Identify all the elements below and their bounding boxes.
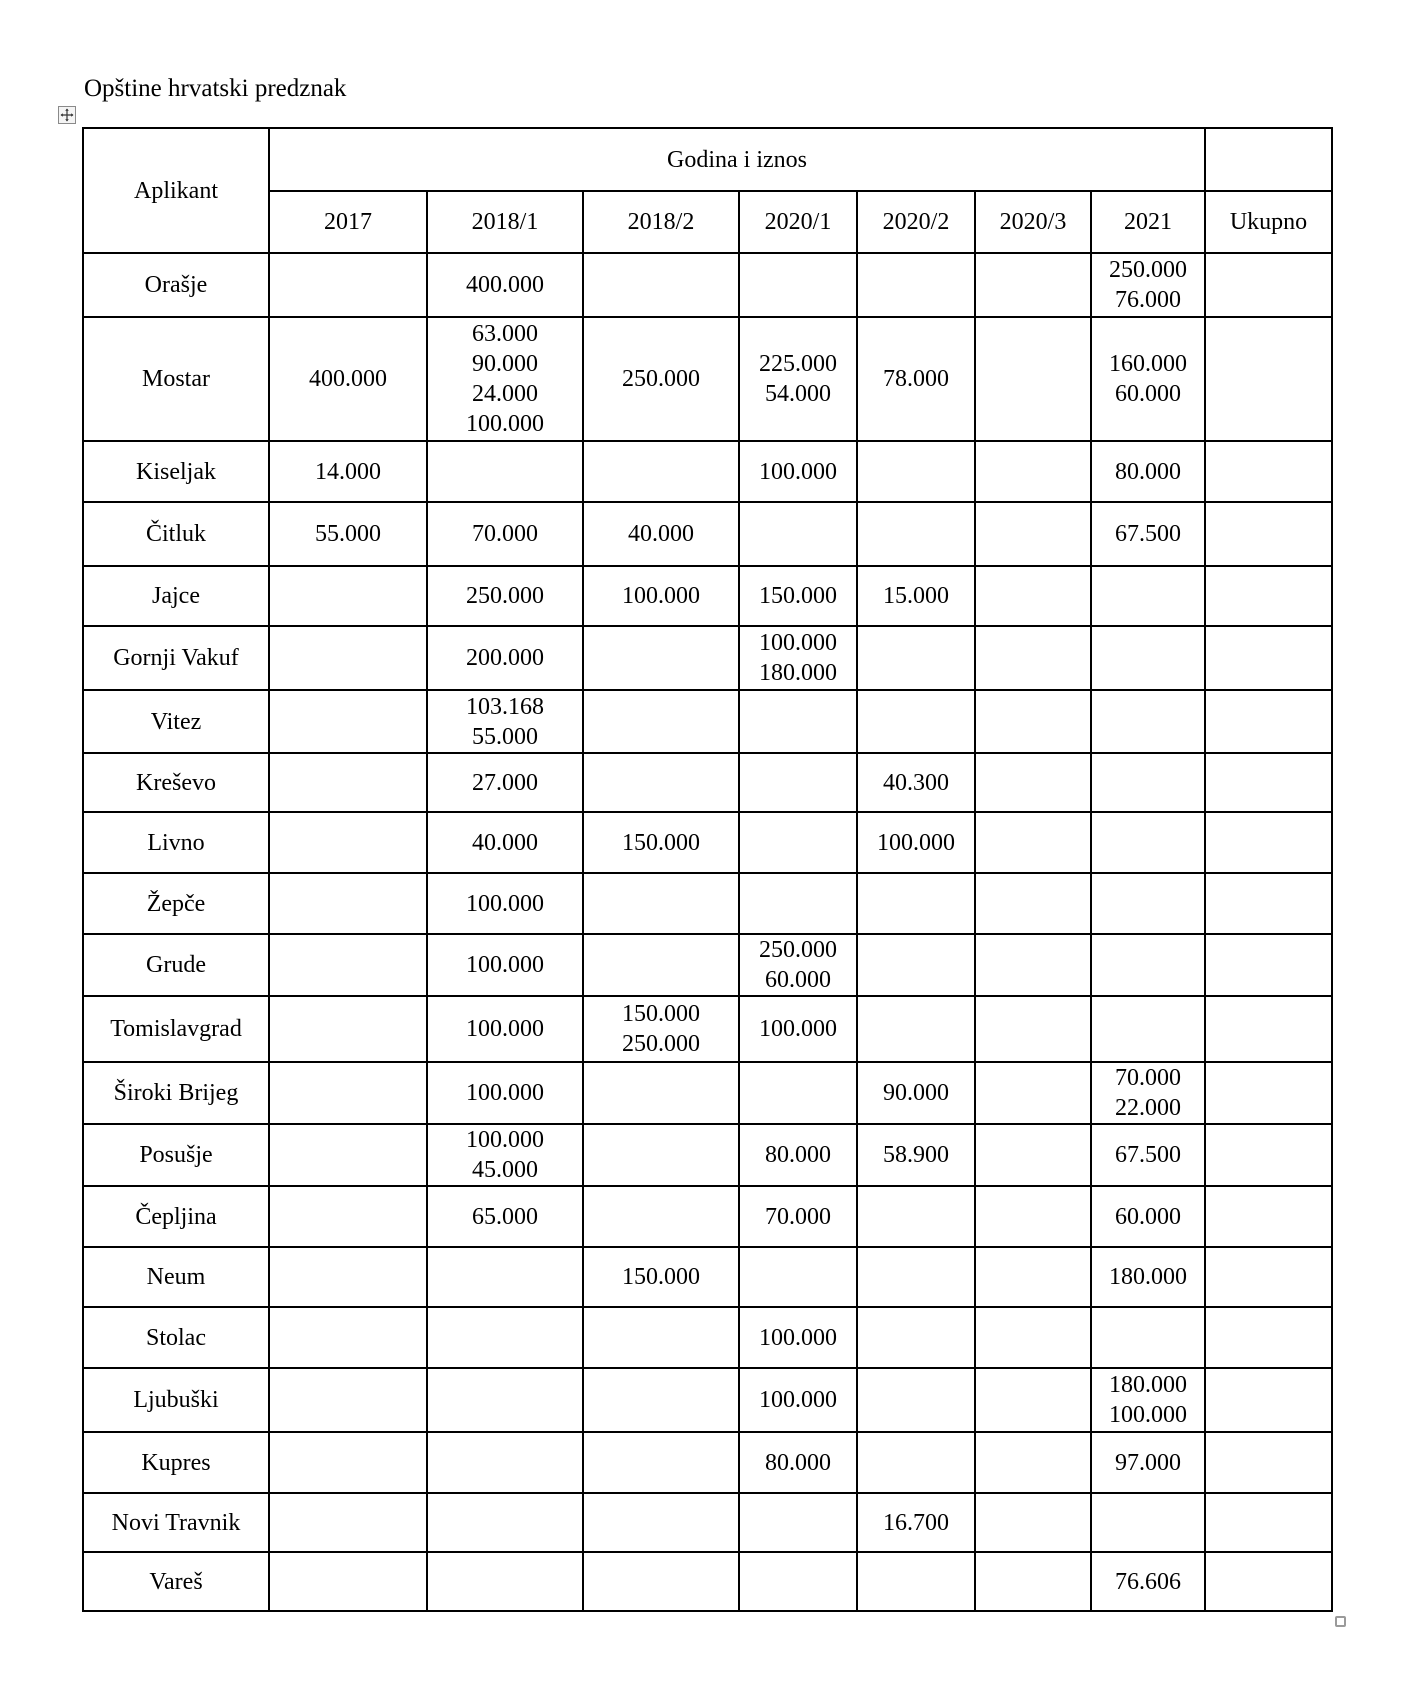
amount-cell[interactable] — [427, 690, 583, 753]
amount-value: 103.168 — [466, 693, 544, 720]
amount-cell[interactable] — [857, 1307, 975, 1368]
amount-value: 100.000 — [466, 1127, 544, 1153]
amount-value: 78.000 — [883, 366, 949, 392]
amount-cell[interactable] — [583, 690, 739, 753]
amount-cell[interactable] — [857, 1552, 975, 1611]
amount-cell[interactable] — [583, 566, 739, 626]
table-row — [83, 317, 1332, 441]
applicant-cell[interactable]: Vitez — [83, 690, 269, 753]
header-col-2020-3[interactable]: 2020/3 — [975, 191, 1091, 253]
amount-value: 55.000 — [472, 723, 538, 750]
total-cell[interactable] — [1205, 690, 1332, 753]
amount-cell[interactable] — [427, 1247, 583, 1307]
amount-value: 180.000 — [1109, 1372, 1187, 1398]
applicant-cell[interactable]: Grude — [83, 934, 269, 996]
amount-value: 250.000 — [759, 937, 837, 963]
table-row — [83, 873, 1332, 934]
total-cell[interactable] — [1205, 1432, 1332, 1493]
amount-cell[interactable] — [269, 626, 427, 690]
amount-value: 100.000 — [877, 829, 955, 856]
amount-cell[interactable] — [583, 873, 739, 934]
header-col-2018-2[interactable]: 2018/2 — [583, 191, 739, 253]
amount-cell[interactable] — [857, 502, 975, 566]
amount-cell[interactable] — [975, 626, 1091, 690]
amount-cell[interactable] — [269, 934, 427, 996]
amount-value: 24.000 — [472, 381, 538, 407]
amount-cell[interactable] — [739, 1432, 857, 1493]
amount-cell[interactable] — [1091, 502, 1205, 566]
applicant-cell[interactable]: Stolac — [83, 1307, 269, 1368]
amount-cell[interactable] — [583, 1368, 739, 1432]
amount-cell[interactable] — [857, 690, 975, 753]
amount-cell[interactable] — [739, 996, 857, 1062]
amount-cell[interactable] — [975, 996, 1091, 1062]
amount-cell[interactable] — [583, 1247, 739, 1307]
table-row — [83, 626, 1332, 690]
amount-cell[interactable] — [857, 812, 975, 873]
applicant-cell[interactable]: Mostar — [83, 317, 269, 441]
amount-value: 150.000 — [759, 583, 837, 609]
amount-cell[interactable] — [857, 1247, 975, 1307]
applicant-cell[interactable]: Kreševo — [83, 753, 269, 812]
amount-cell[interactable] — [739, 317, 857, 441]
amount-cell[interactable] — [975, 1552, 1091, 1611]
amount-value: 76.606 — [1115, 1568, 1181, 1595]
amount-cell[interactable] — [583, 1552, 739, 1611]
amount-cell[interactable] — [1091, 1432, 1205, 1493]
applicant-cell[interactable]: Neum — [83, 1247, 269, 1307]
total-cell[interactable] — [1205, 812, 1332, 873]
amount-cell[interactable] — [269, 690, 427, 753]
amount-cell[interactable] — [269, 753, 427, 812]
amount-value: 97.000 — [1115, 1449, 1181, 1476]
amount-cell[interactable] — [975, 502, 1091, 566]
move-arrows-icon — [60, 108, 74, 122]
applicant-cell[interactable]: Tomislavgrad — [83, 996, 269, 1062]
amount-cell[interactable] — [739, 502, 857, 566]
applicant-cell[interactable]: Kiseljak — [83, 441, 269, 502]
amount-cell[interactable] — [427, 873, 583, 934]
amount-value: 100.000 — [1109, 1402, 1187, 1428]
amount-cell[interactable] — [857, 1124, 975, 1186]
amount-cell[interactable] — [975, 753, 1091, 812]
amount-cell[interactable] — [739, 1307, 857, 1368]
applicant-cell[interactable]: Novi Travnik — [83, 1493, 269, 1552]
amount-value: 150.000 — [622, 1001, 700, 1027]
amount-value: 22.000 — [1115, 1095, 1181, 1121]
amount-value: 60.000 — [765, 967, 831, 993]
amount-cell[interactable] — [857, 934, 975, 996]
amount-cell[interactable] — [427, 1062, 583, 1124]
total-cell[interactable] — [1205, 441, 1332, 502]
amount-value: 200.000 — [466, 645, 544, 671]
amount-cell[interactable] — [975, 1247, 1091, 1307]
table-row — [83, 1368, 1332, 1432]
amount-cell[interactable] — [975, 1124, 1091, 1186]
table-row — [83, 1307, 1332, 1368]
amount-value: 225.000 — [759, 351, 837, 377]
total-cell[interactable] — [1205, 566, 1332, 626]
total-cell[interactable] — [1205, 996, 1332, 1062]
amount-value: 67.500 — [1115, 521, 1181, 547]
amount-value: 150.000 — [622, 829, 700, 856]
amount-cell[interactable] — [1091, 996, 1205, 1062]
total-cell[interactable] — [1205, 253, 1332, 317]
amount-cell[interactable] — [857, 1062, 975, 1124]
amount-cell[interactable] — [269, 1552, 427, 1611]
amount-cell[interactable] — [975, 1307, 1091, 1368]
amount-value: 55.000 — [315, 521, 381, 547]
table-row — [83, 253, 1332, 317]
total-cell[interactable] — [1205, 753, 1332, 812]
table-row — [83, 1247, 1332, 1307]
amount-cell[interactable] — [269, 1247, 427, 1307]
amount-value: 250.000 — [622, 1031, 700, 1057]
table-row — [83, 441, 1332, 502]
table-row — [83, 1552, 1332, 1611]
table-row — [83, 753, 1332, 812]
amount-cell[interactable] — [269, 253, 427, 317]
amount-cell[interactable] — [975, 253, 1091, 317]
amount-cell[interactable] — [583, 1307, 739, 1368]
applicant-cell[interactable]: Čitluk — [83, 502, 269, 566]
amount-cell[interactable] — [269, 873, 427, 934]
amount-value: 15.000 — [883, 583, 949, 609]
total-cell[interactable] — [1205, 626, 1332, 690]
amount-cell[interactable] — [583, 934, 739, 996]
applicant-cell[interactable]: Ljubuški — [83, 1368, 269, 1432]
amount-cell[interactable] — [857, 1186, 975, 1247]
amount-cell[interactable] — [857, 1432, 975, 1493]
amount-cell[interactable] — [583, 441, 739, 502]
amount-cell[interactable] — [269, 566, 427, 626]
amount-cell[interactable] — [427, 566, 583, 626]
amount-value: 76.000 — [1115, 287, 1181, 313]
amount-cell[interactable] — [1091, 1368, 1205, 1432]
total-cell[interactable] — [1205, 1062, 1332, 1124]
amount-value: 80.000 — [765, 1142, 831, 1168]
amount-value: 60.000 — [1115, 1203, 1181, 1230]
amount-value: 400.000 — [309, 366, 387, 392]
amount-value: 250.000 — [622, 366, 700, 392]
amount-cell[interactable] — [583, 253, 739, 317]
applicant-cell[interactable]: Jajce — [83, 566, 269, 626]
amount-cell[interactable] — [1091, 873, 1205, 934]
amount-cell[interactable] — [427, 1552, 583, 1611]
amount-cell[interactable] — [1091, 934, 1205, 996]
amount-cell[interactable] — [1091, 753, 1205, 812]
amount-cell[interactable] — [269, 1432, 427, 1493]
header-total[interactable]: Ukupno — [1205, 191, 1332, 253]
amount-cell[interactable] — [857, 441, 975, 502]
amount-value: 70.000 — [765, 1203, 831, 1230]
amount-cell[interactable] — [1091, 1062, 1205, 1124]
amount-cell[interactable] — [583, 502, 739, 566]
amount-value: 80.000 — [1115, 458, 1181, 485]
amount-cell[interactable] — [975, 873, 1091, 934]
amount-cell[interactable] — [583, 1432, 739, 1493]
amount-cell[interactable] — [427, 996, 583, 1062]
amount-cell[interactable] — [269, 317, 427, 441]
amount-cell[interactable] — [857, 253, 975, 317]
amount-value: 180.000 — [759, 660, 837, 686]
amount-cell[interactable] — [739, 626, 857, 690]
amount-value: 40.000 — [628, 521, 694, 547]
amount-value: 100.000 — [466, 1016, 544, 1042]
amount-value: 180.000 — [1109, 1264, 1187, 1290]
amount-cell[interactable] — [857, 996, 975, 1062]
amount-cell[interactable] — [269, 1124, 427, 1186]
amount-cell[interactable] — [975, 690, 1091, 753]
amount-cell[interactable] — [975, 812, 1091, 873]
amount-cell[interactable] — [1091, 1124, 1205, 1186]
amount-value: 100.000 — [759, 630, 837, 656]
amount-cell[interactable] — [1091, 1493, 1205, 1552]
amount-cell[interactable] — [857, 1368, 975, 1432]
header-col-2020-2[interactable]: 2020/2 — [857, 191, 975, 253]
amount-value: 100.000 — [622, 583, 700, 609]
total-cell[interactable] — [1205, 1247, 1332, 1307]
amount-value: 100.000 — [466, 952, 544, 978]
total-cell[interactable] — [1205, 317, 1332, 441]
amount-cell[interactable] — [427, 1307, 583, 1368]
header-applicant[interactable]: Aplikant — [83, 128, 269, 253]
applicant-cell[interactable]: Livno — [83, 812, 269, 873]
total-cell[interactable] — [1205, 1368, 1332, 1432]
total-cell[interactable] — [1205, 1186, 1332, 1247]
amount-cell[interactable] — [857, 626, 975, 690]
amount-cell[interactable] — [739, 1186, 857, 1247]
amount-cell[interactable] — [427, 441, 583, 502]
amount-cell[interactable] — [427, 753, 583, 812]
amount-cell[interactable] — [1091, 626, 1205, 690]
amount-value: 27.000 — [472, 769, 538, 796]
table-row — [83, 934, 1332, 996]
total-cell[interactable] — [1205, 1552, 1332, 1611]
amount-cell[interactable] — [857, 1493, 975, 1552]
amount-cell[interactable] — [583, 996, 739, 1062]
amount-value: 70.000 — [472, 521, 538, 547]
table-row — [83, 812, 1332, 873]
amount-cell[interactable] — [1091, 812, 1205, 873]
header-col-2017[interactable]: 2017 — [269, 191, 427, 253]
header-row-1 — [83, 128, 1332, 191]
amount-cell[interactable] — [1091, 690, 1205, 753]
amount-cell[interactable] — [739, 1247, 857, 1307]
amount-cell[interactable] — [1091, 1247, 1205, 1307]
amount-cell[interactable] — [269, 996, 427, 1062]
table-row — [83, 1062, 1332, 1124]
applicant-cell[interactable]: Posušje — [83, 1124, 269, 1186]
amount-cell[interactable] — [975, 1186, 1091, 1247]
amount-value: 100.000 — [759, 458, 837, 485]
amount-value: 100.000 — [759, 1324, 837, 1351]
total-cell[interactable] — [1205, 1307, 1332, 1368]
amount-cell[interactable] — [739, 690, 857, 753]
amount-cell[interactable] — [857, 873, 975, 934]
table-row — [83, 502, 1332, 566]
applicant-cell[interactable]: Orašje — [83, 253, 269, 317]
table-row — [83, 690, 1332, 753]
amount-value: 58.900 — [883, 1142, 949, 1168]
amount-cell[interactable] — [427, 1124, 583, 1186]
amount-value: 100.000 — [466, 1080, 544, 1106]
amount-value: 400.000 — [466, 272, 544, 298]
amount-cell[interactable] — [427, 1432, 583, 1493]
header-total-top-cell[interactable] — [1205, 128, 1332, 191]
amount-value: 100.000 — [466, 411, 544, 437]
amount-cell[interactable] — [739, 1493, 857, 1552]
amount-cell[interactable] — [269, 502, 427, 566]
amount-cell[interactable] — [857, 753, 975, 812]
amount-cell[interactable] — [739, 253, 857, 317]
funding-table — [82, 127, 1333, 1612]
amount-cell[interactable] — [269, 812, 427, 873]
amount-cell[interactable] — [739, 1552, 857, 1611]
amount-value: 14.000 — [315, 458, 381, 485]
amount-cell[interactable] — [975, 1368, 1091, 1432]
amount-value: 40.300 — [883, 769, 949, 796]
table-row — [83, 1432, 1332, 1493]
amount-value: 100.000 — [759, 1387, 837, 1413]
amount-cell[interactable] — [427, 1368, 583, 1432]
amount-cell[interactable] — [269, 1062, 427, 1124]
amount-cell[interactable] — [269, 1186, 427, 1247]
header-col-2018-1[interactable]: 2018/1 — [427, 191, 583, 253]
total-cell[interactable] — [1205, 873, 1332, 934]
total-cell[interactable] — [1205, 1493, 1332, 1552]
amount-cell[interactable] — [975, 441, 1091, 502]
amount-cell[interactable] — [427, 934, 583, 996]
amount-value: 90.000 — [472, 351, 538, 377]
amount-value: 60.000 — [1115, 381, 1181, 407]
table-resize-handle[interactable] — [1335, 1616, 1346, 1627]
amount-cell[interactable] — [1091, 1552, 1205, 1611]
amount-cell[interactable] — [583, 1124, 739, 1186]
amount-cell[interactable] — [975, 1062, 1091, 1124]
amount-cell[interactable] — [1091, 441, 1205, 502]
applicant-cell[interactable]: Žepče — [83, 873, 269, 934]
amount-cell[interactable] — [975, 317, 1091, 441]
amount-cell[interactable] — [739, 1124, 857, 1186]
amount-value: 90.000 — [883, 1080, 949, 1106]
amount-cell[interactable] — [427, 253, 583, 317]
amount-cell[interactable] — [739, 441, 857, 502]
table-row — [83, 1493, 1332, 1552]
amount-cell[interactable] — [269, 1368, 427, 1432]
amount-cell[interactable] — [583, 812, 739, 873]
table-row — [83, 996, 1332, 1062]
amount-cell[interactable] — [857, 317, 975, 441]
amount-value: 54.000 — [765, 381, 831, 407]
amount-cell[interactable] — [975, 934, 1091, 996]
amount-cell[interactable] — [739, 812, 857, 873]
amount-value: 67.500 — [1115, 1142, 1181, 1168]
amount-value: 63.000 — [472, 321, 538, 347]
table-row — [83, 1186, 1332, 1247]
amount-cell[interactable] — [739, 1062, 857, 1124]
amount-cell[interactable] — [583, 317, 739, 441]
amount-cell[interactable] — [583, 1493, 739, 1552]
amount-value: 250.000 — [466, 583, 544, 609]
amount-cell[interactable] — [427, 812, 583, 873]
amount-value: 160.000 — [1109, 351, 1187, 377]
amount-cell[interactable] — [427, 502, 583, 566]
amount-value: 100.000 — [466, 890, 544, 917]
amount-cell[interactable] — [975, 1432, 1091, 1493]
applicant-cell[interactable]: Kupres — [83, 1432, 269, 1493]
amount-cell[interactable] — [427, 317, 583, 441]
total-cell[interactable] — [1205, 502, 1332, 566]
amount-cell[interactable] — [427, 626, 583, 690]
header-year-amount-group[interactable]: Godina i iznos — [269, 128, 1205, 191]
amount-cell[interactable] — [975, 566, 1091, 626]
header-col-2020-1[interactable]: 2020/1 — [739, 191, 857, 253]
amount-cell[interactable] — [1091, 1186, 1205, 1247]
amount-cell[interactable] — [583, 1186, 739, 1247]
amount-value: 65.000 — [472, 1203, 538, 1230]
amount-value: 45.000 — [472, 1157, 538, 1183]
amount-cell[interactable] — [739, 566, 857, 626]
applicant-cell[interactable]: Vareš — [83, 1552, 269, 1611]
total-cell[interactable] — [1205, 1124, 1332, 1186]
header-row-2 — [83, 191, 1332, 253]
amount-cell[interactable] — [269, 1307, 427, 1368]
table-row — [83, 566, 1332, 626]
amount-value: 250.000 — [1109, 257, 1187, 283]
amount-value: 70.000 — [1115, 1065, 1181, 1091]
amount-value: 40.000 — [472, 829, 538, 856]
amount-cell[interactable] — [269, 1493, 427, 1552]
table-caption: Opštine hrvatski predznak — [84, 75, 347, 102]
applicant-cell[interactable]: Gornji Vakuf — [83, 626, 269, 690]
amount-value: 150.000 — [622, 1264, 700, 1290]
header-col-2021[interactable]: 2021 — [1091, 191, 1205, 253]
total-cell[interactable] — [1205, 934, 1332, 996]
amount-cell[interactable] — [427, 1493, 583, 1552]
amount-value: 16.700 — [883, 1509, 949, 1536]
amount-cell[interactable] — [1091, 1307, 1205, 1368]
table-row — [83, 1124, 1332, 1186]
amount-cell[interactable] — [975, 1493, 1091, 1552]
applicant-cell[interactable]: Široki Brijeg — [83, 1062, 269, 1124]
amount-cell[interactable] — [1091, 253, 1205, 317]
amount-value: 80.000 — [765, 1449, 831, 1476]
amount-cell[interactable] — [857, 566, 975, 626]
amount-cell[interactable] — [739, 1368, 857, 1432]
amount-cell[interactable] — [739, 873, 857, 934]
amount-value: 100.000 — [759, 1016, 837, 1042]
amount-cell[interactable] — [583, 626, 739, 690]
amount-cell[interactable] — [427, 1186, 583, 1247]
amount-cell[interactable] — [583, 753, 739, 812]
amount-cell[interactable] — [739, 753, 857, 812]
amount-cell[interactable] — [739, 934, 857, 996]
amount-cell[interactable] — [1091, 317, 1205, 441]
amount-cell[interactable] — [583, 1062, 739, 1124]
table-move-handle[interactable] — [58, 106, 76, 124]
applicant-cell[interactable]: Čepljina — [83, 1186, 269, 1247]
amount-cell[interactable] — [269, 441, 427, 502]
amount-cell[interactable] — [1091, 566, 1205, 626]
